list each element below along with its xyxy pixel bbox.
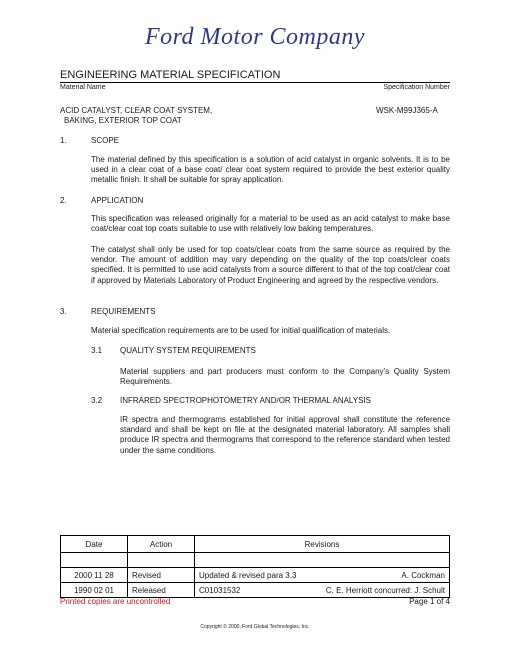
material-name-label: Material Name (60, 84, 106, 91)
material-name-line1: ACID CATALYST, CLEAR COAT SYSTEM, (60, 106, 213, 115)
revision-date: 1990 02 01 (61, 583, 128, 598)
table-row (61, 568, 450, 583)
section-2-paragraph-2: The catalyst shall only be used for top coats/clear coats from the same source as required by the vendor. The amount of addition may vary depending on the quality of the top coats/clear coats specified. It is permitted to use acid catalysts from a source different to that of the top coat/clear coat if approved by Materials Laboratory of Product Engineering and agreed by the respective vendors. (91, 245, 450, 285)
revision-description: Updated & revised para 3.3 (199, 570, 297, 580)
section-3-title: REQUIREMENTS (91, 307, 156, 316)
revision-action: Revised (128, 568, 195, 583)
table-cell (61, 553, 128, 568)
column-header-date: Date (61, 536, 128, 553)
page-number: Page 1 of 4 (409, 597, 450, 606)
revision-action: Released (128, 583, 195, 598)
section-2-number: 2. (60, 196, 67, 205)
section-1-title: SCOPE (91, 136, 120, 145)
section-1-paragraph: The material defined by this specification is a solution of acid catalyst in organic solvents. It is to be used in a clear coat of a base coat/ clear coat system required to provide the best exterior quality metallic finish. It shall be suitable for spray application. (91, 155, 450, 185)
page-title: ENGINEERING MATERIAL SPECIFICATION (60, 69, 281, 81)
section-3-2-number: 3.2 (91, 396, 103, 405)
spec-number-label: Specification Number (383, 84, 450, 91)
revision-table-header (61, 536, 450, 553)
revision-table (60, 535, 450, 598)
section-3-2-paragraph: IR spectra and thermograms established for initial approval shall constitute the reference standard and shall be kept on file at the designated material laboratory. All samples shall produce IR spectra and thermograms that correspond to the reference standard when tested under the same conditions. (120, 415, 450, 455)
material-name-line2: BAKING, EXTERIOR TOP COAT (64, 116, 182, 125)
section-2-title: APPLICATION (91, 196, 144, 205)
revision-cell (195, 568, 450, 583)
copyright-notice: Copyright © 2000, Ford Global Technologies, Inc. (200, 624, 310, 630)
table-cell (195, 553, 450, 568)
revision-date: 2000 11 28 (61, 568, 128, 583)
section-3-1-paragraph: Material suppliers and part producers must conform to the Company's Quality System Requirements. (120, 367, 450, 387)
section-3-paragraph: Material specification requirements are to be used for initial qualification of materials. (91, 326, 391, 335)
section-2-paragraph-1: This specification was released originally for a material to be used as an acid catalyst to make base coat/clear coat top coats suitable to use with relatively low baking temperatures. (91, 214, 450, 234)
uncontrolled-copy-notice: Printed copies are uncontrolled (60, 597, 171, 606)
column-header-action: Action (128, 536, 195, 553)
section-1-number: 1. (60, 136, 67, 145)
spec-number: WSK-M99J365-A (376, 106, 438, 115)
table-row-empty (61, 553, 450, 568)
table-cell (128, 553, 195, 568)
title-rule (60, 82, 450, 83)
revision-cell (195, 583, 450, 598)
table-row (61, 583, 450, 598)
section-3-1-title: QUALITY SYSTEM REQUIREMENTS (120, 346, 256, 355)
revision-author: C. E. Herriott concurred: J. Schult (325, 585, 445, 595)
section-3-number: 3. (60, 307, 67, 316)
revision-description: C01031532 (199, 585, 241, 595)
section-3-2-title: INFRARED SPECTROPHOTOMETRY AND/OR THERMAL ANALYSIS (120, 396, 372, 405)
revision-author: A. Cockman (401, 570, 445, 580)
ford-logo: Ford Motor Company (144, 24, 366, 50)
column-header-revisions: Revisions (195, 536, 450, 553)
material-name (60, 106, 212, 126)
section-3-1-number: 3.1 (91, 346, 103, 355)
